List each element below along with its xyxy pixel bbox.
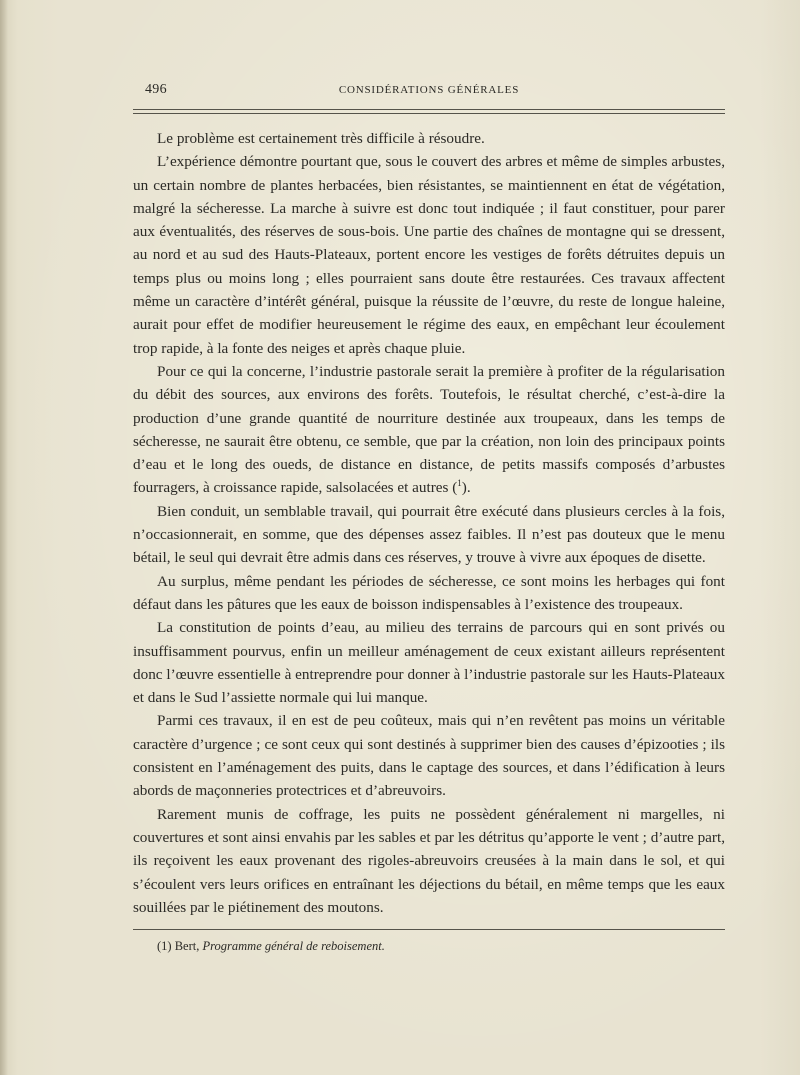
page-number: 496 bbox=[145, 82, 167, 97]
body-text bbox=[133, 127, 725, 919]
gutter-shadow bbox=[0, 0, 8, 1075]
paragraph-2: L’expérience démontre pourtant que, sous le couvert des arbres et même de simples arbustes, un certain nombre de plantes herbacées, bien résistantes, se maintiennent en état de végétation, malgré la sécheresse. La marche à suivre est donc tout indiquée ; il faut constituer, pour parer aux éventualités, des réserves de sous-bois. Une partie des chaînes de montagne qui se dressent, au nord et au sud des Hauts-Plateaux, portent encore les vestiges de forêts détruites depuis un temps plus ou moins long ; elles pourraient sans doute être restaurées. Ces travaux affectent même un caractère d’intérêt général, puisque la réussite de l’œuvre, du reste de longue haleine, aurait pour effet de modifier heureusement le régime des eaux, en empêchant leur écoulement trop rapide, à la fonte des neiges et après chaque pluie. bbox=[133, 153, 725, 357]
header-double-rule bbox=[133, 109, 725, 114]
footnote-ref-close: ). bbox=[461, 479, 471, 497]
paragraph-1: Le problème est certainement très difficile à résoudre. bbox=[157, 130, 485, 147]
footnote-author: Bert, bbox=[174, 939, 200, 953]
running-head: CONSIDÉRATIONS GÉNÉRALES bbox=[338, 84, 520, 96]
paragraph-6: La constitution de points d’eau, au milieu des terrains de parcours qui en sont privés ou insuffisamment pourvus, enfin un meilleur aménagement de ceux existant ailleurs représentent donc l’œuvre essentielle à entreprendre pour donner à l’industrie pastorale sur les Hauts-Plateaux et dans le Sud l’assiette normale qui lui manque. bbox=[133, 619, 725, 707]
paragraph-3-text: Pour ce qui la concerne, l’industrie pastorale serait la première à profiter de la régularisation du débit des sources, aux environs des forêts. Toutefois, le résultat cherché, c’est-à-dire la production d’une grande quantité de nourriture destinée aux troupeaux, dans les temps de sécheresse, ne saurait être obtenu, ce semble, que par la création, non loin des principaux points d’eau et le long des oueds, de distance en distance, de petits massifs composés d’arbustes fourragers, à croissance rapide, salsolacées et autres bbox=[133, 362, 725, 497]
footnote-reference[interactable]: 1 bbox=[457, 478, 462, 489]
paragraph-5: Au surplus, même pendant les périodes de sécheresse, ce sont moins les herbages qui font défaut dans les pâtures que les eaux de boisson indispensables à l’existence des troupeaux. bbox=[133, 572, 725, 613]
footnote bbox=[157, 938, 725, 954]
footnote-number: (1) bbox=[157, 939, 172, 953]
page-header bbox=[133, 82, 725, 104]
paragraph-4: Bien conduit, un semblable travail, qui pourrait être exécuté dans plusieurs cercles à la fois, n’occasionnerait, en somme, que des dépenses assez faibles. Il n’est pas douteux que le menu bétail, le seul qui devrait être admis dans ces réserves, y trouve à vivre aux époques de disette. bbox=[133, 502, 725, 567]
footnote-title: Programme général de reboisement. bbox=[202, 939, 385, 953]
paragraph-3: Pour ce qui la concerne, l’industrie pastorale serait la première à profiter de la régularisation du débit des sources, aux environs des forêts. Toutefois, le résultat cherché, c’est-à-dire la production d’une grande quantité de nourriture destinée aux troupeaux, dans les temps de sécheresse, ne saurait être obtenu, ce semble, que par la création, non loin des principaux points d’eau et le long des oueds, de distance en distance, de petits massifs composés d’arbustes fourragers, à croissance rapide, salsolacées et autres ($^1$). bbox=[133, 362, 725, 497]
paragraph-8: Rarement munis de coffrage, les puits ne possèdent généralement ni margelles, ni couvertures et sont ainsi envahis par les sables et par les détritus qu’apporte le vent ; d’autre part, ils reçoivent les eaux provenant des rigoles-abreuvoirs creusées à la main dans le sol, et qui s’écoulent vers leurs orifices en entraînant les déjections du bétail, en même temps que les eaux souillées par le piétinement des moutons. bbox=[133, 805, 725, 916]
footnote-rule bbox=[133, 929, 725, 930]
paragraph-7: Parmi ces travaux, il en est de peu coûteux, mais qui n’en revêtent pas moins un véritable caractère d’urgence ; ce sont ceux qui sont destinés à supprimer bien des causes d’épizooties ; ils consistent en l’aménagement des puits, dans le captage des sources, et dans l’édification à leurs abords de maçonneries protectrices et d’abreuvoirs. bbox=[133, 712, 725, 800]
